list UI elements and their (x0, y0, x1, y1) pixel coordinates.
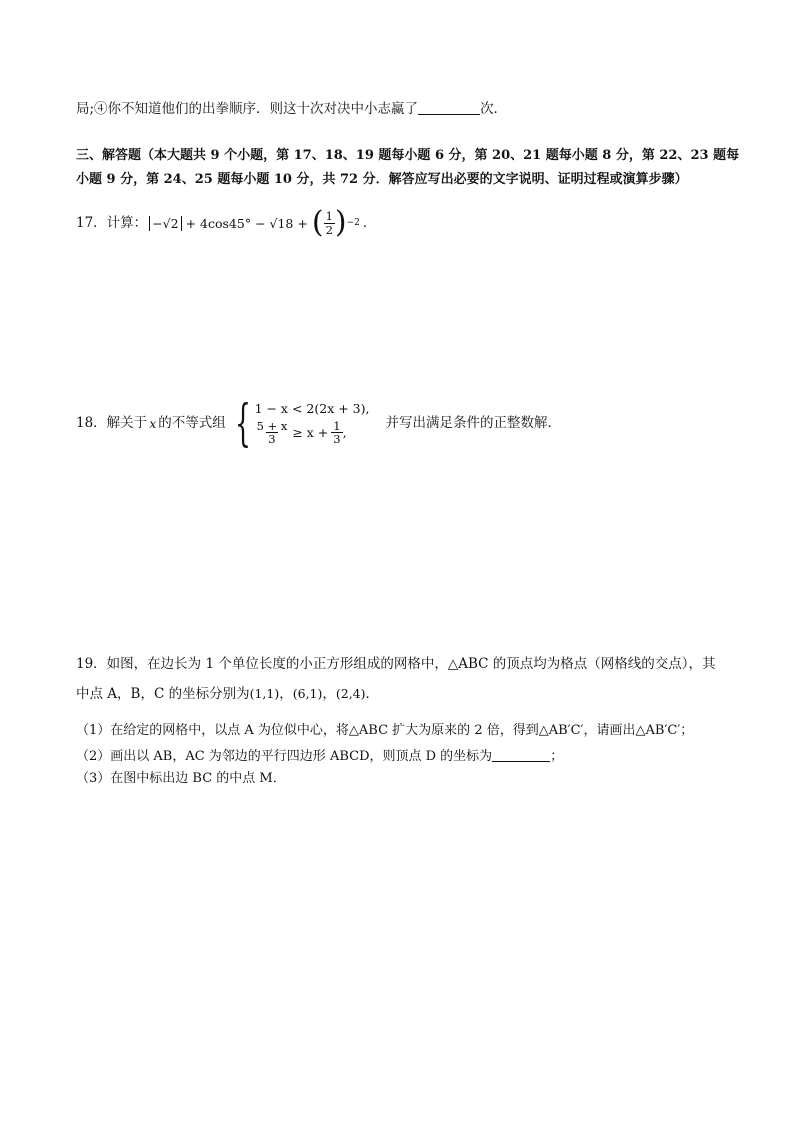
q19-sub2 (76, 747, 563, 765)
q19-answer-blank[interactable] (492, 747, 550, 762)
q17-half-denominator: 2 (325, 222, 333, 237)
q17-expression: + 4cos45° − √18 + (185, 215, 308, 231)
q16-tail-suffix: 次． (480, 101, 508, 117)
q18-line (76, 394, 561, 452)
q17-exponent: −2 (346, 217, 360, 228)
q16-answer-blank[interactable] (418, 100, 480, 115)
q19-line2-end: ． (365, 686, 380, 702)
q18-label: 18．解关于 (76, 414, 148, 431)
q18-system (255, 401, 370, 445)
q19-line2 (76, 686, 379, 702)
q18-variable: x (149, 415, 157, 431)
q18-tail: 并写出满足条件的正整数解． (385, 414, 561, 431)
q18-inequality-2 (255, 420, 370, 445)
q18-inequality-1: 1 − x < 2(2x + 3), (254, 400, 370, 416)
q19-sep-2: ， (322, 686, 336, 702)
q16-tail-text: 局;④你不知道他们的出拳顺序．则这十次对决中小志赢了 (76, 101, 419, 117)
q18-inequality-2-mid: ≥ x + (292, 425, 329, 440)
q19-sub2-text: （2）画出以 AB，AC 为邻边的平行四边形 ABCD，则顶点 D 的坐标为 (76, 749, 493, 764)
q19-coord-a: (1,1) (249, 686, 280, 701)
section3-heading-line1: 三、解答题（本大题共 9 个小题，第 17、18、19 题每小题 6 分，第 20、21 题每小题 8 分，第 22、23 题每 (76, 148, 740, 163)
q19-sub1: （1）在给定的网格中，以点 A 为位似中心，将△ABC 扩大为原来的 2 倍，得到△AB′C′，请画出△AB′C′； (76, 723, 694, 738)
q19-sub2-end: ； (550, 749, 564, 764)
q18-third-numerator: 1 (333, 418, 341, 433)
q18-fraction-numerator: 5 + x (256, 418, 288, 433)
q19-sep-1: ， (279, 686, 293, 702)
q18-inequality-2-end: , (342, 425, 347, 440)
q17-abs-value (149, 216, 181, 231)
q19-sub3: （3）在图中标出边 BC 的中点 M． (76, 771, 286, 786)
q18-third-denominator: 3 (333, 432, 341, 446)
q17-left-paren: ( (311, 205, 324, 240)
q18-fraction-denominator: 3 (268, 432, 276, 446)
q19-coord-b: (6,1) (292, 686, 323, 701)
q17-label: 17．计算： (76, 214, 148, 231)
q17-line (76, 205, 377, 240)
q17-abs-content: −√2 (152, 215, 179, 231)
q17-end: ． (362, 214, 377, 231)
q18-fraction-third (331, 420, 342, 445)
q17-half-numerator: 1 (325, 209, 333, 224)
q16-tail-line (76, 100, 507, 117)
q19-coord-c: (2,4) (335, 686, 366, 701)
q18-mid-text: 的不等式组 (158, 414, 226, 431)
q19-line2-text: 中点 A，B，C 的坐标分别为 (76, 686, 250, 702)
q17-right-paren: ) (334, 205, 347, 240)
q18-fraction-5x (255, 420, 290, 445)
q19-line1: 19．如图，在边长为 1 个单位长度的小正方形组成的网格中，△ABC 的顶点均为格点（网格线的交点），其 (76, 656, 716, 672)
q17-half-fraction (324, 210, 335, 235)
q18-system-brace: { (234, 394, 251, 452)
section3-heading-line2: 小题 9 分，第 24、25 题每小题 10 分，共 72 分．解答应写出必要的文字说明、证明过程或演算步骤） (76, 172, 688, 187)
